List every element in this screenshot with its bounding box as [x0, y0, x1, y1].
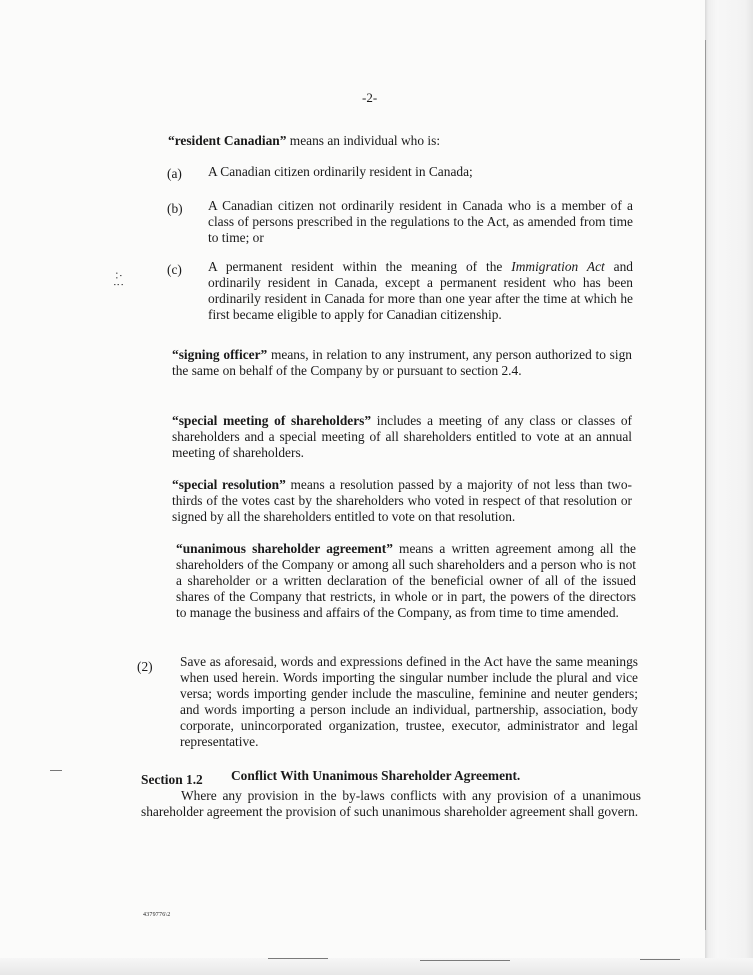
definition-text: means a written agreement among all the shareholders of the Company or among all such shareholders and a person who is not a shareholder or a written declaration of the beneficial owner of all of the issued shares of the Company that restricts, in whole or in part, the powers of the directors to manage the business and affairs of the Company, as from time to time amended. — [176, 541, 636, 620]
document-footer-code: 4379776\2 — [143, 912, 171, 918]
scan-speck — [640, 959, 680, 960]
section-1-2-text: Where any provision in the by-laws conflicts with any provision of a unanimous shareholder agreement the provision of such unanimous shareholder agreement shall govern. — [141, 788, 641, 819]
definition-term: “unanimous shareholder agreement” — [176, 541, 393, 556]
definition-term: “resident Canadian” — [168, 133, 287, 148]
definition-text: means an individual who is: — [286, 133, 441, 148]
definition-text: includes a meeting of any class or classes of shareholders and a special meeting of all shareholders entitled to vote at an annual meeting of shareholders. — [172, 413, 633, 460]
item-label-a: (a) — [167, 166, 182, 181]
statute-title: Immigration Act — [511, 259, 605, 274]
scan-edge-bottom — [0, 958, 753, 975]
subsection-2-text: Save as aforesaid, words and expressions defined in the Act have the same meanings when used herein. Words importing the singular number include the plural and vice versa; words importing gender include the masculine, feminine and neuter genders; and words importing a person include an individual, partnership, association, body corporate, unincorporated organization, trustee, executor, administrator and legal representative. — [180, 654, 638, 749]
section-title: Conflict With Unanimous Shareholder Agreement. — [231, 768, 521, 783]
definition-term: “special resolution” — [172, 477, 286, 492]
definition-resident-canadian — [168, 133, 628, 149]
item-text-a: A Canadian citizen ordinarily resident in Canada; — [208, 164, 473, 179]
item-text-c-end: and ordinarily resident in Canada, except a permanent resident who has been ordinarily resident in Canada for more than one year after the time at which he first became eligible to apply for Canadian citizenship. — [208, 259, 633, 322]
item-text-b: A Canadian citizen not ordinarily resident in Canada who is a member of a class of persons prescribed in the regulations to the Act, as amended from time to time; or — [208, 198, 633, 245]
scan-edge-right — [705, 0, 753, 975]
definition-signing-officer — [172, 347, 632, 379]
subsection-label: (2) — [137, 659, 153, 674]
scan-speck — [420, 960, 510, 961]
item-text-c — [208, 259, 633, 323]
definition-term: “special meeting of shareholders” — [172, 413, 372, 428]
definition-special-resolution — [172, 477, 632, 525]
definition-text: means a resolution passed by a majority of not less than two-thirds of the votes cast by the shareholders who voted in respect of that resolution or signed by all the shareholders entitled to vote on that resolution. — [172, 477, 632, 524]
scan-edge-line — [705, 40, 706, 930]
scan-speck — [268, 958, 328, 959]
definition-term: “signing officer” — [172, 347, 268, 362]
section-number: Section 1.2 — [141, 772, 203, 787]
margin-mark: ∴⋮ — [112, 272, 124, 290]
margin-dash — [50, 770, 62, 771]
item-text-c-start: A permanent resident within the meaning of the — [208, 259, 512, 274]
definition-text: means, in relation to any instrument, any person authorized to sign the same on behalf of the Company by or pursuant to section 2.4. — [172, 347, 632, 378]
definition-special-meeting — [172, 413, 632, 461]
definition-unanimous-agreement — [176, 541, 636, 621]
item-label-b: (b) — [167, 201, 183, 216]
item-label-c: (c) — [167, 262, 182, 277]
page-number: -2- — [362, 90, 378, 105]
